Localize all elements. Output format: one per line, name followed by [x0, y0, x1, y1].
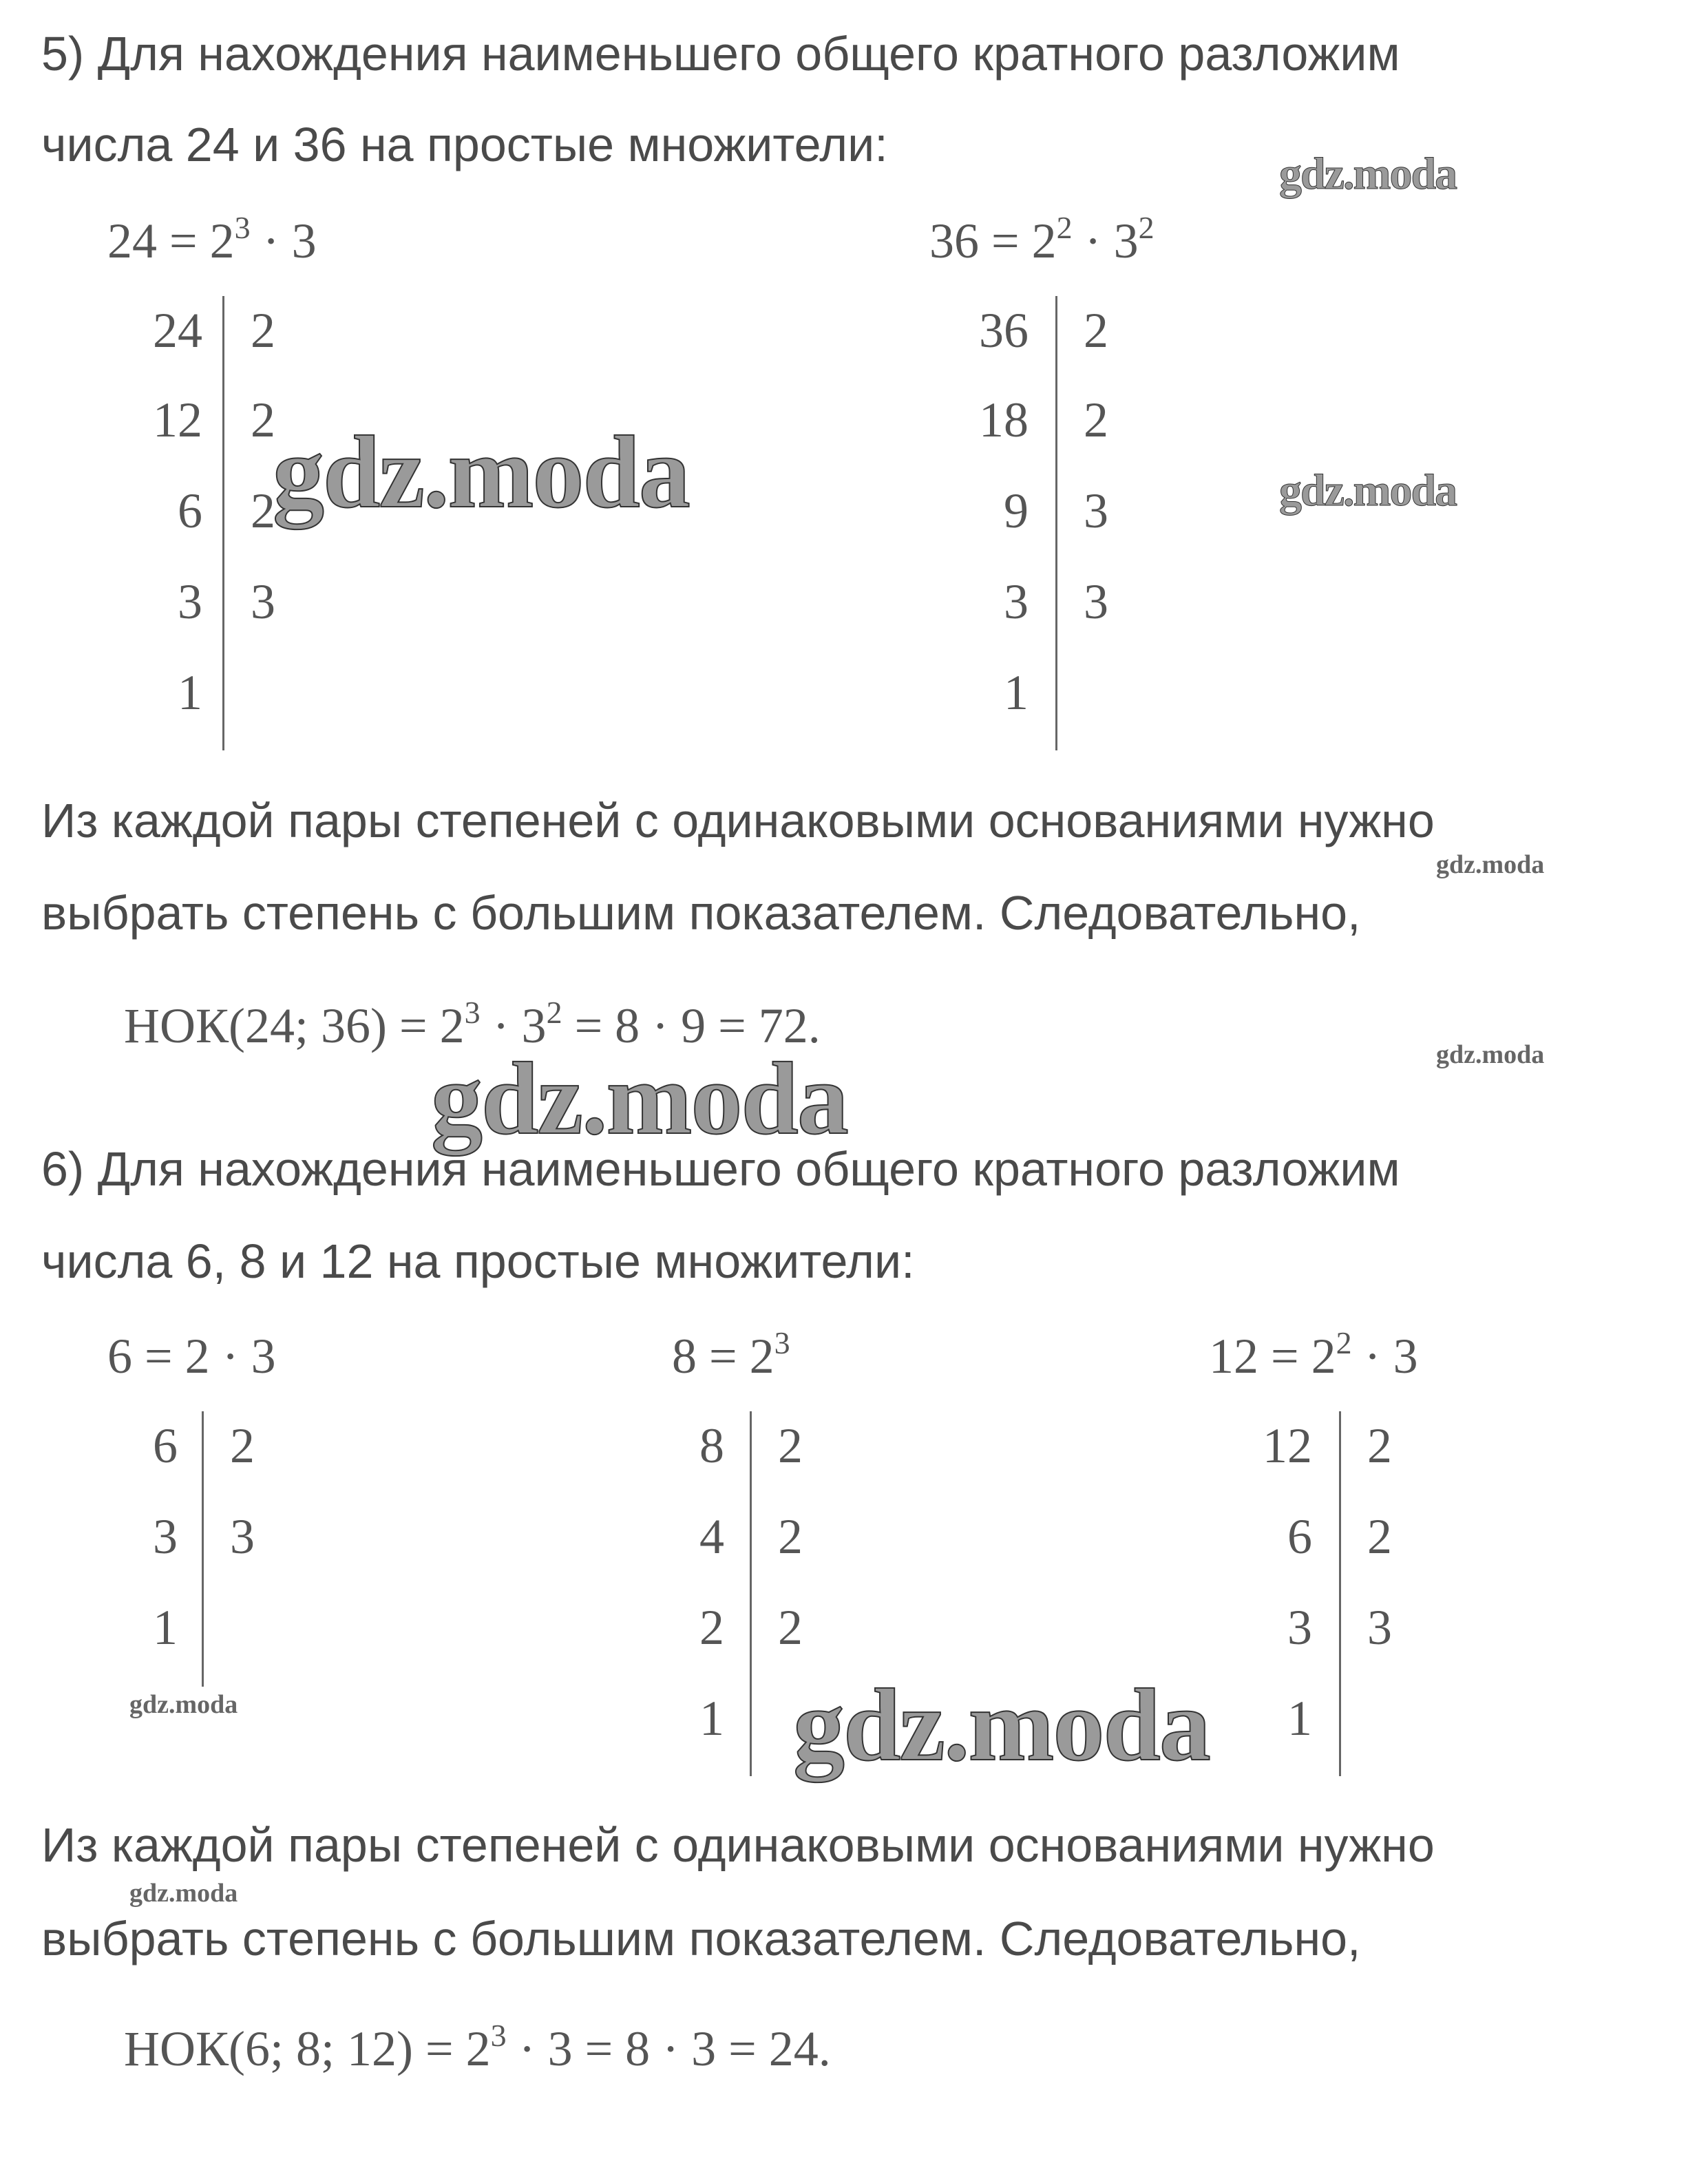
watermark: gdz.moda [129, 1879, 238, 1908]
watermark: gdz.moda [129, 1690, 238, 1719]
table-divisor: 2 [1367, 1418, 1392, 1473]
table-number: 1 [178, 665, 202, 720]
table-number: 6 [178, 483, 202, 538]
table-divisor: 2 [230, 1418, 255, 1473]
table-number: 3 [1287, 1600, 1312, 1655]
table-divisor: 2 [1367, 1509, 1392, 1564]
task5-intro-line1: 5) Для нахождения наименьшего общего кратного разложим [41, 27, 1400, 81]
table-divisor: 2 [1084, 303, 1108, 358]
table-number: 18 [979, 392, 1029, 447]
table-number: 6 [153, 1418, 178, 1473]
table-divisor: 2 [778, 1600, 803, 1655]
watermark: gdz.moda [273, 415, 689, 529]
table-number: 3 [153, 1509, 178, 1564]
table-divisor: 2 [251, 483, 275, 538]
task5-lcm-result: НОК(24; $36) = 2^3 \cdot 3^2 = 8 \cdot 9 = 72$. [124, 995, 821, 1053]
table-number: 1 [153, 1600, 178, 1655]
table-divider-line [750, 1411, 752, 1776]
table-divisor: 3 [1084, 483, 1108, 538]
table-divisor: 3 [1367, 1600, 1392, 1655]
table-divisor: 3 [230, 1509, 255, 1564]
table-number: 24 [153, 303, 202, 358]
table-divisor: 3 [1084, 574, 1108, 629]
table-divisor: 2 [778, 1509, 803, 1564]
table-number: 12 [1263, 1418, 1312, 1473]
task5-intro-line2: числа 24 и 36 на простые множители: [41, 118, 888, 171]
task5-conclusion-line1: Из каждой пары степеней с одинаковыми основаниями нужно [41, 794, 1435, 847]
table-divider-line [202, 1411, 204, 1687]
table-number: 4 [699, 1509, 724, 1564]
table-divisor: 2 [251, 303, 275, 358]
task5-equation-24: $24 = 2^3 \cdot 3$ [107, 210, 317, 268]
table-number: 9 [1004, 483, 1029, 538]
task6-conclusion-line2: выбрать степень с большим показателем. Следовательно, [41, 1912, 1361, 1965]
table-number: 36 [979, 303, 1029, 358]
table-divider-line [1055, 296, 1057, 750]
table-divider-line [222, 296, 224, 750]
table-divider-line [1339, 1411, 1341, 1776]
task6-conclusion-line1: Из каждой пары степеней с одинаковыми основаниями нужно [41, 1818, 1435, 1872]
table-number: 1 [1004, 665, 1029, 720]
watermark: gdz.moda [1436, 850, 1545, 879]
table-number: 3 [178, 574, 202, 629]
task5-conclusion-line2: выбрать степень с большим показателем. Следовательно, [41, 886, 1361, 940]
table-divisor: 2 [251, 392, 275, 447]
table-number: 1 [699, 1691, 724, 1746]
table-divisor: 2 [1084, 392, 1108, 447]
watermark: gdz.moda [431, 1042, 847, 1156]
task6-equation-8: $8 = 2^3$ [672, 1325, 790, 1384]
task6-intro-line2: числа 6, 8 и 12 на простые множители: [41, 1234, 915, 1288]
task6-lcm-result: НОК(6; 8; $12) = 2^3 \cdot 3 = 8 \cdot 3 = 24$. [124, 2018, 831, 2076]
table-number: 3 [1004, 574, 1029, 629]
table-number: 6 [1287, 1509, 1312, 1564]
watermark: gdz.moda [793, 1668, 1210, 1782]
table-divisor: 3 [251, 574, 275, 629]
watermark: gdz.moda [1436, 1040, 1545, 1069]
watermark: gdz.moda [1279, 465, 1457, 516]
table-divisor: 2 [778, 1418, 803, 1473]
task6-intro-line1: 6) Для нахождения наименьшего общего кратного разложим [41, 1142, 1400, 1196]
task5-equation-36: $36 = 2^2 \cdot 3^2$ [929, 210, 1155, 268]
table-number: 2 [699, 1600, 724, 1655]
table-number: 1 [1287, 1691, 1312, 1746]
table-number: 8 [699, 1418, 724, 1473]
task6-equation-6: 6 = 2 · 3 [107, 1329, 276, 1384]
task6-equation-12: $12 = 2^2 \cdot 3$ [1209, 1325, 1418, 1384]
table-number: 12 [153, 392, 202, 447]
watermark: gdz.moda [1279, 149, 1457, 199]
